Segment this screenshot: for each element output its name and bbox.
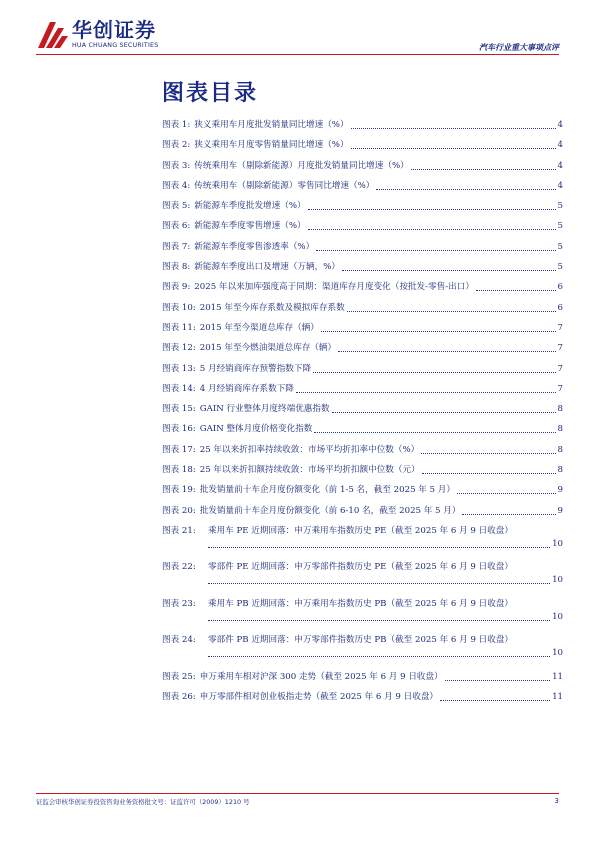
toc-entry[interactable] xyxy=(162,180,563,200)
toc-entry[interactable] xyxy=(162,484,563,504)
toc-leader-dots xyxy=(313,363,555,373)
toc-entry-title: 批发销量前十车企月度份额变化（前 6-10 名，截至 2025 年 5 月） xyxy=(199,505,461,516)
toc-entry[interactable] xyxy=(162,444,563,464)
toc-entry[interactable] xyxy=(162,525,563,562)
page-title: 图表目录 xyxy=(162,81,259,106)
toc-entry-title: 乘用车 PB 近期回落：申万乘用车指数历史 PB（截至 2025 年 6 月 9 日收盘） xyxy=(208,598,514,609)
toc-leader-dots xyxy=(422,464,556,474)
toc-entry-title: 25 年以来折扣率持续收敛：市场平均折扣率中位数（%） xyxy=(199,444,420,455)
table-of-figures xyxy=(162,119,563,712)
toc-entry-page: 10 xyxy=(552,611,563,622)
toc-entry-page: 4 xyxy=(557,180,563,191)
toc-entry-label: 图表 14: xyxy=(162,383,196,394)
toc-entry[interactable] xyxy=(162,671,563,691)
toc-entry-page: 5 xyxy=(557,201,563,212)
toc-entry-page: 7 xyxy=(557,363,563,374)
toc-entry-title: 新能源车季度零售渗透率（%） xyxy=(194,241,315,252)
company-logo xyxy=(36,18,196,52)
toc-entry-title: 狭义乘用车月度零售销量同比增速（%） xyxy=(194,140,349,151)
toc-entry-page: 4 xyxy=(557,140,563,151)
page-header xyxy=(0,0,595,60)
toc-entry[interactable] xyxy=(162,200,563,220)
toc-entry-label: 图表 21: xyxy=(162,525,196,536)
toc-leader-dots xyxy=(208,647,550,657)
toc-leader-dots xyxy=(208,574,550,584)
toc-entry-page: 4 xyxy=(557,160,563,171)
toc-entry-label: 图表 23: xyxy=(162,598,196,609)
toc-leader-dots xyxy=(457,484,556,494)
toc-entry[interactable] xyxy=(162,383,563,403)
toc-entry[interactable] xyxy=(162,634,563,671)
toc-entry-page: 5 xyxy=(557,221,563,232)
toc-entry-page: 9 xyxy=(557,505,563,516)
toc-entry-label: 图表 5: xyxy=(162,201,191,212)
toc-entry-title: 申万乘用车相对沪深 300 走势（截至 2025 年 6 月 9 日收盘） xyxy=(199,671,443,682)
logo-chinese-name: 华创证券 xyxy=(72,18,156,42)
toc-entry[interactable] xyxy=(162,241,563,261)
toc-entry-label: 图表 15: xyxy=(162,404,196,415)
toc-entry[interactable] xyxy=(162,220,563,240)
toc-entry[interactable] xyxy=(162,403,563,423)
toc-entry-page: 11 xyxy=(552,671,563,682)
toc-entry[interactable] xyxy=(162,322,563,342)
toc-entry-title: 传统乘用车（剔除新能源）零售同比增速（%） xyxy=(194,180,375,191)
toc-entry-label: 图表 2: xyxy=(162,140,191,151)
toc-leader-dots xyxy=(314,423,555,433)
toc-entry-page: 6 xyxy=(557,302,563,313)
toc-entry[interactable] xyxy=(162,119,563,139)
toc-entry-label: 图表 25: xyxy=(162,671,196,682)
toc-entry-label: 图表 13: xyxy=(162,363,196,374)
toc-entry-title: 5 月经销商库存预警指数下降 xyxy=(199,363,312,374)
toc-leader-dots xyxy=(376,180,555,190)
toc-entry-page: 8 xyxy=(557,404,563,415)
toc-entry[interactable] xyxy=(162,342,563,362)
toc-entry[interactable] xyxy=(162,505,563,525)
toc-entry-page: 6 xyxy=(557,282,563,293)
toc-entry-title: 2015 年至今燃油渠道总库存（辆） xyxy=(199,343,337,354)
toc-entry-title: 25 年以来折扣额持续收敛：市场平均折扣额中位数（元） xyxy=(199,465,420,476)
toc-entry[interactable] xyxy=(162,691,563,711)
toc-entry-page: 7 xyxy=(557,322,563,333)
toc-leader-dots xyxy=(208,538,550,548)
logo-mark-icon xyxy=(36,18,70,50)
footer-disclaimer: 证监会审核华创证券投资咨询业务资格批文号：证监许可（2009）1210 号 xyxy=(36,798,250,806)
toc-leader-dots xyxy=(338,342,555,352)
toc-entry-label: 图表 19: xyxy=(162,485,196,496)
toc-entry-label: 图表 16: xyxy=(162,424,196,435)
toc-entry-label: 图表 3: xyxy=(162,160,191,171)
toc-entry-label: 图表 10: xyxy=(162,302,196,313)
toc-entry-title: 批发销量前十车企月度份额变化（前 1-5 名，截至 2025 年 5 月） xyxy=(199,485,455,496)
toc-entry[interactable] xyxy=(162,561,563,598)
toc-entry-label: 图表 9: xyxy=(162,282,191,293)
toc-leader-dots xyxy=(296,383,556,393)
toc-entry-label: 图表 4: xyxy=(162,180,191,191)
toc-leader-dots xyxy=(351,119,556,129)
toc-entry[interactable] xyxy=(162,139,563,159)
toc-entry-title: 狭义乘用车月度批发销量同比增速（%） xyxy=(194,120,349,130)
toc-entry-title: 乘用车 PE 近期回落：申万乘用车指数历史 PE（截至 2025 年 6 月 9 日收盘） xyxy=(208,525,513,536)
toc-leader-dots xyxy=(476,281,556,291)
toc-leader-dots xyxy=(440,691,550,701)
toc-leader-dots xyxy=(342,261,556,271)
toc-entry-title: 申万零部件相对创业板指走势（截至 2025 年 6 月 9 日收盘） xyxy=(199,692,439,703)
toc-leader-dots xyxy=(351,139,556,149)
toc-entry[interactable] xyxy=(162,464,563,484)
toc-entry-label: 图表 24: xyxy=(162,635,196,646)
toc-entry[interactable] xyxy=(162,160,563,180)
toc-leader-dots xyxy=(462,505,555,515)
toc-entry-title: 新能源车季度零售增速（%） xyxy=(194,221,306,232)
toc-leader-dots xyxy=(316,241,555,251)
toc-entry-page: 9 xyxy=(557,485,563,496)
toc-entry-label: 图表 20: xyxy=(162,505,196,516)
toc-entry-title: 零部件 PB 近期回落：申万零部件指数历史 PB（截至 2025 年 6 月 9 日收盘） xyxy=(208,635,514,646)
toc-entry-label: 图表 22: xyxy=(162,562,196,573)
toc-entry-page: 8 xyxy=(557,424,563,435)
toc-entry-title: 2025 年以来加库强度高于同期：渠道库存月度变化（按批发-零售-出口） xyxy=(194,282,474,293)
logo-english-name: HUA CHUANG SECURITIES xyxy=(72,42,159,49)
toc-entry-label: 图表 26: xyxy=(162,692,196,703)
toc-leader-dots xyxy=(208,611,550,621)
toc-entry-title: 新能源车季度出口及增速（万辆，%） xyxy=(194,262,340,273)
toc-entry-page: 8 xyxy=(557,444,563,455)
toc-entry-page: 7 xyxy=(557,383,563,394)
toc-leader-dots xyxy=(308,200,556,210)
page-number: 3 xyxy=(554,797,559,805)
footer-divider xyxy=(36,793,559,794)
toc-entry-label: 图表 12: xyxy=(162,343,196,354)
toc-entry-title: 零部件 PE 近期回落：申万零部件指数历史 PE（截至 2025 年 6 月 9 日收盘） xyxy=(208,562,513,573)
toc-entry-page: 5 xyxy=(557,241,563,252)
toc-entry-title: 4 月经销商库存系数下降 xyxy=(199,383,294,394)
toc-entry-label: 图表 17: xyxy=(162,444,196,455)
toc-entry[interactable] xyxy=(162,261,563,281)
toc-leader-dots xyxy=(308,220,556,230)
toc-entry-page: 7 xyxy=(557,343,563,354)
toc-leader-dots xyxy=(411,160,556,170)
toc-entry-label: 图表 18: xyxy=(162,465,196,476)
toc-entry-label: 图表 1: xyxy=(162,120,191,130)
toc-entry-page: 8 xyxy=(557,465,563,476)
toc-leader-dots xyxy=(347,302,556,312)
toc-leader-dots xyxy=(421,444,555,454)
toc-entry-page: 10 xyxy=(552,648,563,659)
toc-entry-label: 图表 6: xyxy=(162,221,191,232)
toc-entry-page: 10 xyxy=(552,575,563,586)
toc-entry-label: 图表 7: xyxy=(162,241,191,252)
toc-entry-title: 2015 年至今渠道总库存（辆） xyxy=(199,322,319,333)
toc-entry[interactable] xyxy=(162,363,563,383)
toc-leader-dots xyxy=(445,671,550,681)
toc-leader-dots xyxy=(332,403,556,413)
toc-entry-title: GAIN 行业整体月度终端优惠指数 xyxy=(199,404,330,415)
toc-entry[interactable] xyxy=(162,598,563,635)
toc-entry-page: 11 xyxy=(552,692,563,703)
toc-leader-dots xyxy=(321,322,556,332)
toc-entry-title: 2015 年至今库存系数及模拟库存系数 xyxy=(199,302,345,313)
toc-entry-title: GAIN 整体月度价格变化指数 xyxy=(199,424,313,435)
report-type-label: 汽车行业重大事项点评 xyxy=(479,43,559,52)
toc-entry-label: 图表 11: xyxy=(162,322,196,333)
toc-entry-page: 10 xyxy=(552,538,563,549)
toc-entry-title: 新能源车季度批发增速（%） xyxy=(194,201,306,212)
toc-entry-page: 4 xyxy=(557,120,563,130)
header-divider xyxy=(36,54,559,55)
toc-entry[interactable] xyxy=(162,302,563,322)
toc-entry-title: 传统乘用车（剔除新能源）月度批发销量同比增速（%） xyxy=(194,160,409,171)
toc-entry[interactable] xyxy=(162,281,563,301)
toc-entry-label: 图表 8: xyxy=(162,262,191,273)
toc-entry[interactable] xyxy=(162,423,563,443)
toc-entry-page: 5 xyxy=(557,262,563,273)
